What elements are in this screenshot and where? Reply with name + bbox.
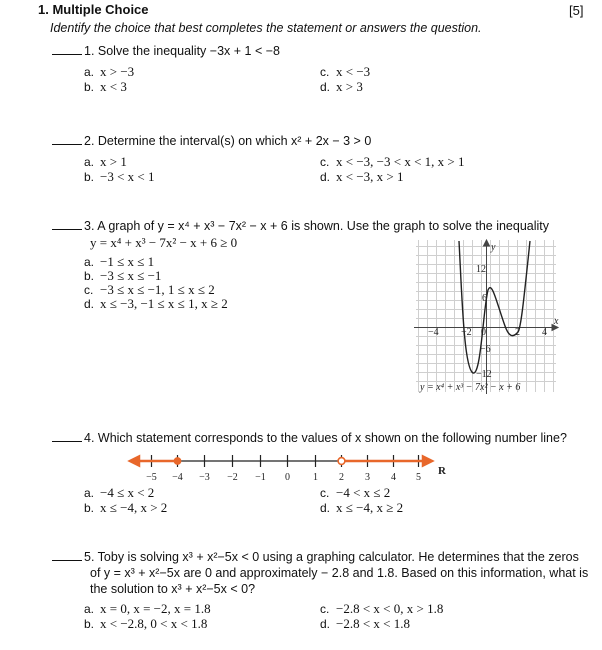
number-line-tick: −3	[199, 472, 210, 483]
number-line-tick: 5	[416, 472, 421, 483]
answer-blank-4[interactable]	[52, 431, 82, 442]
q4-option-b[interactable]: b. x ≤ −4, x > 2	[84, 500, 168, 515]
open-point-2	[338, 458, 345, 465]
q1-option-d[interactable]: d. x > 3	[320, 79, 363, 94]
question-3-inequality: y = x⁴ + x³ − 7x² − x + 6 ≥ 0	[90, 235, 238, 250]
question-5-text-line3: the solution to x³ + x²−5x < 0?	[90, 582, 256, 596]
question-3-stem	[52, 219, 549, 233]
question-5-stem	[52, 550, 579, 564]
graph-x-tick: −4	[428, 327, 439, 338]
number-line-axis-label: R	[438, 465, 446, 477]
graph-y-tick: 12	[476, 264, 486, 275]
graph-x-tick: 0	[481, 327, 486, 338]
polynomial-graph	[410, 238, 562, 400]
points-value: [5]	[569, 3, 584, 18]
q2-option-d[interactable]: d. x < −3, x > 1	[320, 169, 404, 184]
question-2-stem	[52, 134, 371, 148]
q5-option-d[interactable]: d. −2.8 < x < 1.8	[320, 616, 410, 631]
answer-blank-5[interactable]	[52, 550, 82, 561]
question-1-stem	[52, 44, 280, 58]
q3-option-d[interactable]: d. x ≤ −3, −1 ≤ x ≤ 1, x ≥ 2	[84, 296, 228, 311]
graph-x-tick: −2	[461, 327, 472, 338]
graph-y-tick: −6	[480, 344, 491, 355]
q3-option-a[interactable]: a. −1 ≤ x ≤ 1	[84, 254, 155, 269]
q2-option-a[interactable]: a. x > 1	[84, 154, 127, 169]
graph-y-tick: 6	[482, 293, 487, 304]
q4-option-c[interactable]: c. −4 < x ≤ 2	[320, 485, 391, 500]
answer-blank-3[interactable]	[52, 219, 82, 230]
number-line-tick: 2	[339, 472, 344, 483]
number-line-tick: 0	[285, 472, 290, 483]
number-line-tick: 1	[313, 472, 318, 483]
section-title: 1. Multiple Choice	[38, 2, 149, 17]
answer-blank-1[interactable]	[52, 44, 82, 55]
graph-x-tick: 4	[542, 327, 547, 338]
q3-option-c[interactable]: c. −3 ≤ x ≤ −1, 1 ≤ x ≤ 2	[84, 282, 215, 297]
q4-option-a[interactable]: a. −4 ≤ x < 2	[84, 485, 155, 500]
q5-option-a[interactable]: a. x = 0, x = −2, x = 1.8	[84, 601, 211, 616]
q2-option-b[interactable]: b. −3 < x < 1	[84, 169, 155, 184]
number-line-tick: −2	[227, 472, 238, 483]
question-4-text: 4. Which statement corresponds to the values of x shown on the following number line?	[84, 431, 567, 445]
number-line-tick: −4	[172, 472, 183, 483]
q5-option-b[interactable]: b. x < −2.8, 0 < x < 1.8	[84, 616, 208, 631]
number-line-tick: −5	[146, 472, 157, 483]
graph-y-tick: −12	[476, 369, 492, 380]
graph-x-tick: 2	[515, 327, 520, 338]
q1-option-c[interactable]: c. x < −3	[320, 64, 371, 79]
graph-y-label: y	[491, 242, 496, 253]
q1-option-b[interactable]: b. x < 3	[84, 79, 127, 94]
question-5-text: 5. Toby is solving x³ + x²−5x < 0 using a graphing calculator. He determines that the zeros	[84, 550, 579, 564]
question-5-text-line2: of y = x³ + x²−5x are 0 and approximately − 2.8 and 1.8. Based on this information, what is	[90, 566, 589, 580]
closed-point-minus-4	[174, 458, 181, 465]
graph-x-label: x	[554, 316, 559, 327]
number-line	[126, 452, 460, 488]
polynomial-curve	[459, 241, 530, 373]
number-line-tick: −1	[255, 472, 266, 483]
number-line-tick: 3	[365, 472, 370, 483]
question-4-stem	[52, 431, 567, 445]
instructions: Identify the choice that best completes the statement or answers the question.	[50, 21, 482, 35]
question-2-text: 2. Determine the interval(s) on which x² + 2x − 3 > 0	[84, 134, 372, 148]
q2-option-c[interactable]: c. x < −3, −3 < x < 1, x > 1	[320, 154, 465, 169]
q5-option-c[interactable]: c. −2.8 < x < 0, x > 1.8	[320, 601, 444, 616]
q1-option-a[interactable]: a. x > −3	[84, 64, 135, 79]
q4-option-d[interactable]: d. x ≤ −4, x ≥ 2	[320, 500, 404, 515]
graph-equation-label: y = x⁴ + x³ − 7x² − x + 6	[420, 382, 521, 393]
answer-blank-2[interactable]	[52, 134, 82, 145]
q3-option-b[interactable]: b. −3 ≤ x ≤ −1	[84, 268, 162, 283]
question-3-text: 3. A graph of y = x⁴ + x³ − 7x² − x + 6 is shown. Use the graph to solve the inequality	[84, 219, 550, 233]
question-1-text: 1. Solve the inequality −3x + 1 < −8	[84, 44, 280, 58]
number-line-tick: 4	[391, 472, 396, 483]
